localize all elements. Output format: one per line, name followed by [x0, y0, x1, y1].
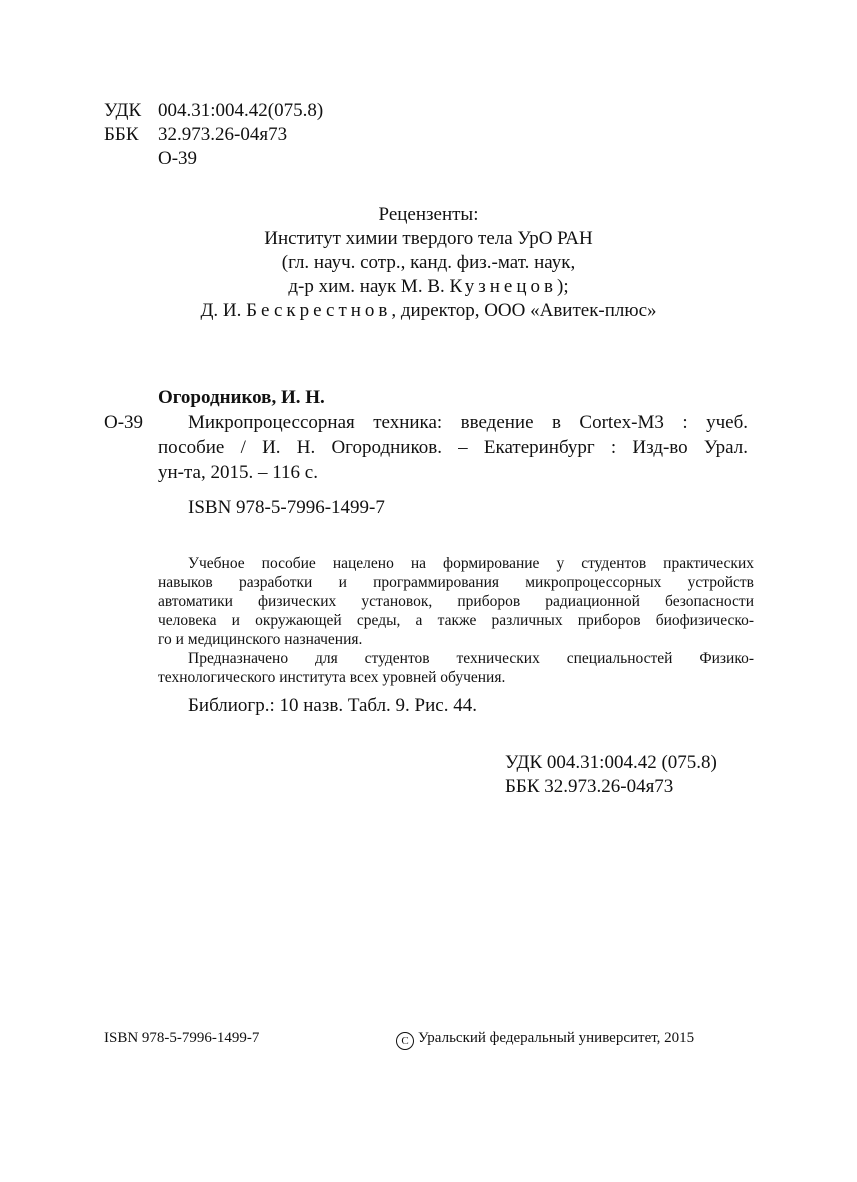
reviewers-heading: Рецензенты: — [378, 204, 479, 225]
reviewer-line-2: (гл. науч. сотр., канд. физ.-мат. наук, — [281, 252, 576, 273]
footer-bbk: ББК 32.973.26-04я73 — [505, 776, 674, 797]
udk-value: 004.31:004.42(075.8) — [158, 100, 324, 121]
bibliography-author: Огородников, И. Н. — [158, 387, 325, 408]
reviewer-line-4 — [100, 299, 757, 322]
copyright-icon: C — [396, 1032, 414, 1050]
reviewer-line-3 — [100, 275, 757, 298]
bibliography-line-1: Микропроцессорная техника: введение в Cortex-M3 : учеб. — [188, 412, 748, 433]
abstract-p1-line-2: навыков разработки и программирования микропроцессорных устройств — [158, 574, 754, 591]
udk-label: УДК — [104, 100, 142, 121]
abstract-p2-line-1: Предназначено для студентов технических специальностей Физико- — [188, 650, 754, 667]
abstract-p1-line-5: го и медицинского назначения. — [158, 631, 363, 648]
footer-udk: УДК 004.31:004.42 (075.8) — [505, 752, 717, 773]
bottom-isbn: ISBN 978-5-7996-1499-7 — [104, 1030, 260, 1046]
abstract-p2-line-2: технологического института всех уровней обучения. — [158, 669, 506, 686]
bbk-label: ББК — [104, 124, 139, 145]
copyright-text: Уральский федеральный университет, 2015 — [418, 1030, 695, 1046]
bbk-value: 32.973.26-04я73 — [158, 124, 288, 145]
abstract-p1-line-3: автоматики физических установок, приборов радиационной безопасности — [158, 593, 754, 610]
reviewer-line-3-suffix: ); — [557, 276, 569, 297]
reviewer-line-4-suffix: , директор, ООО «Авитек-плюс» — [391, 300, 657, 321]
copyright-line — [396, 1029, 694, 1050]
bibliography-mark: О-39 — [104, 412, 144, 433]
reviewer-line-3-prefix: д-р хим. наук М. В. — [288, 276, 445, 297]
abstract-p1-line-4: человека и окружающей среды, а также различных приборов биофизическо- — [158, 612, 754, 629]
reviewer-beskrestnov-name: Бескрестнов — [246, 300, 392, 321]
abstract-p1-line-1: Учебное пособие нацелено на формирование у студентов практических — [188, 555, 754, 572]
bibliography-line-3: ун-та, 2015. – 116 с. — [158, 462, 318, 483]
bibliography-isbn: ISBN 978-5-7996-1499-7 — [188, 497, 385, 518]
reviewer-kuznetsov-name: Кузнецов — [449, 276, 557, 297]
bibliography-line-2: пособие / И. Н. Огородников. – Екатеринбург : Изд-во Урал. — [158, 437, 748, 458]
author-mark: О-39 — [158, 148, 198, 169]
reviewer-line-4-initials: Д. И. — [200, 300, 242, 321]
bibliog-summary: Библиогр.: 10 назв. Табл. 9. Рис. 44. — [188, 695, 477, 716]
reviewer-institute: Институт химии твердого тела УрО РАН — [264, 228, 593, 249]
reviewers-block — [100, 203, 757, 322]
